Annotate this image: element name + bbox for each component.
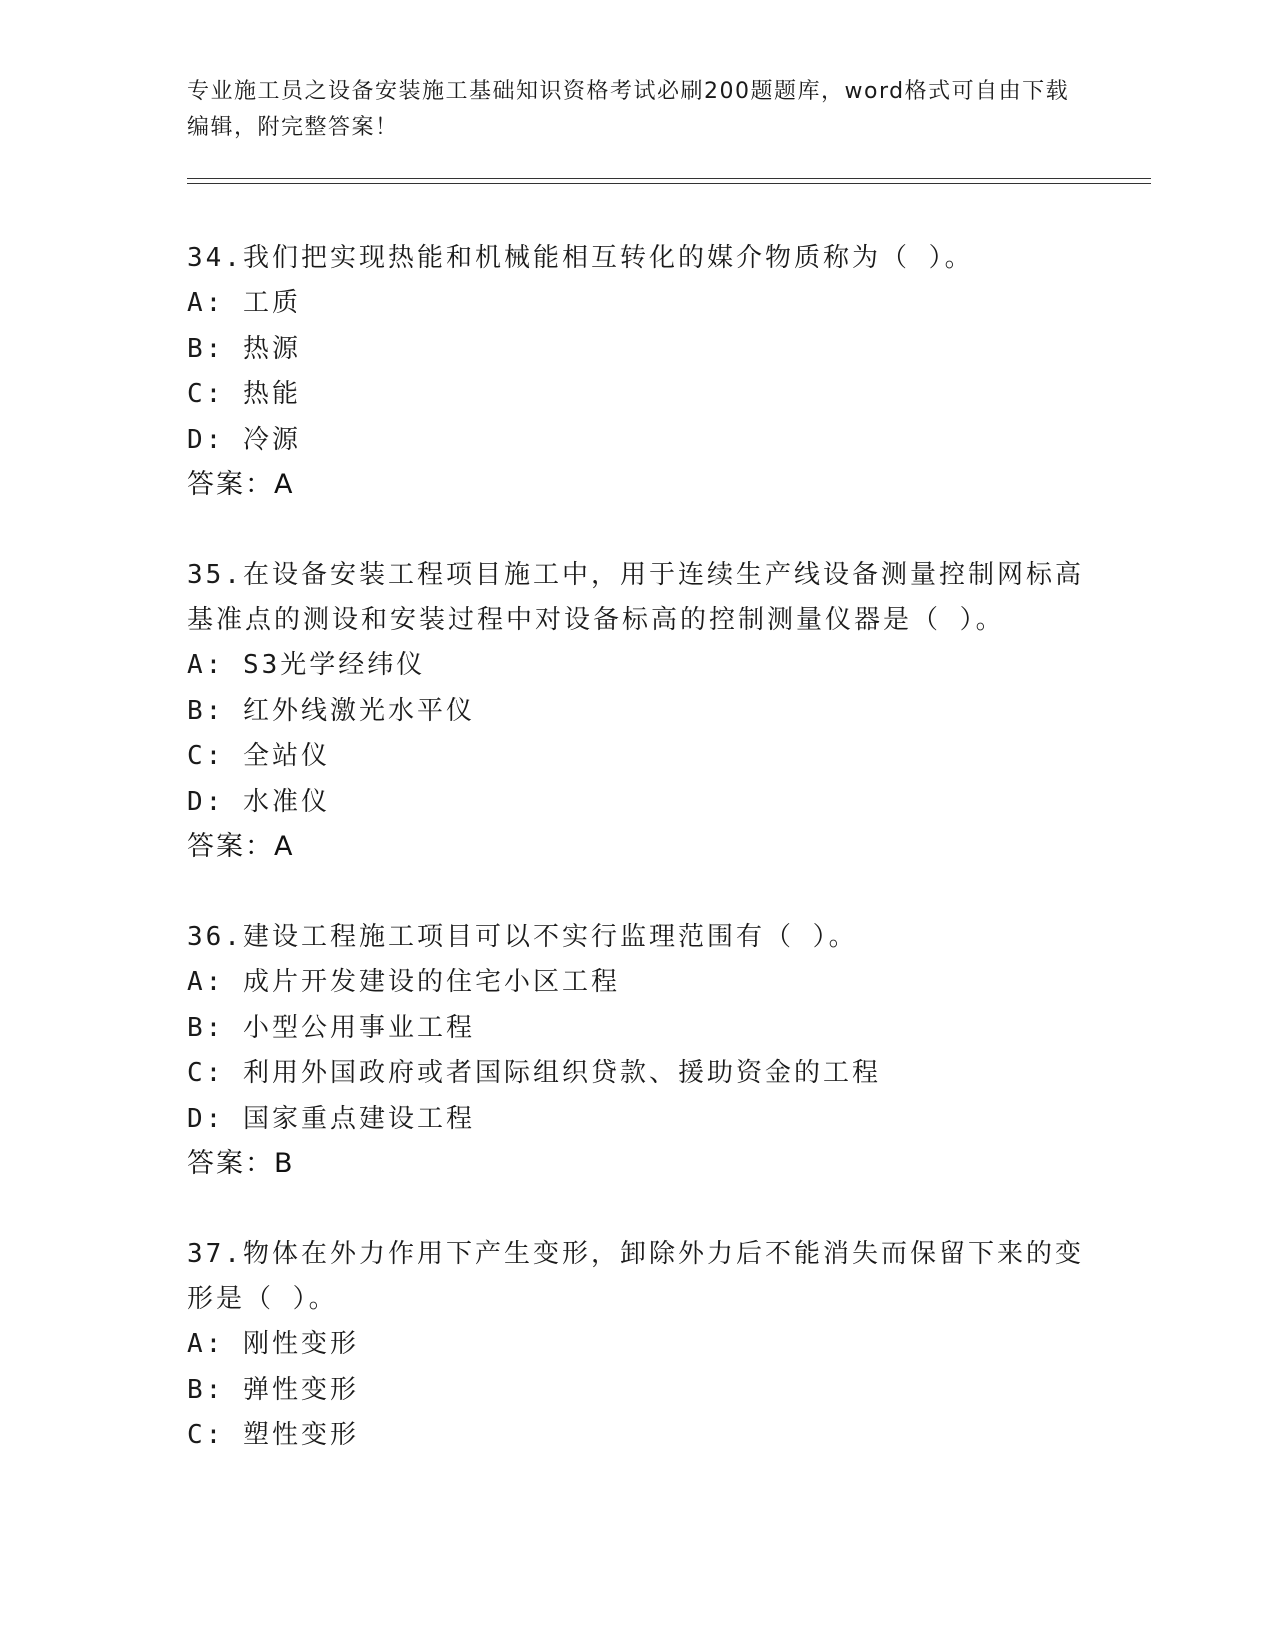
question-36	[187, 915, 1087, 1186]
option-b: B: 小型公用事业工程	[187, 1012, 475, 1043]
answer-line: 答案：A	[187, 831, 295, 862]
question-stem	[187, 553, 1087, 643]
question-text: 我们把实现热能和机械能相互转化的媒介物质称为（ ）。	[242, 243, 974, 273]
option-a: A: S3光学经纬仪	[187, 650, 426, 680]
header-rule-bottom	[187, 183, 1151, 184]
question-text: 建设工程施工项目可以不实行监理范围有（ ）。	[242, 922, 858, 952]
option-d: D: 冷源	[187, 424, 301, 455]
document-header: 专业施工员之设备安装施工基础知识资格考试必刷200题题库，word格式可自由下载编辑，附完整答案！	[187, 79, 1070, 140]
question-stem	[187, 1232, 1087, 1322]
question-text: 物体在外力作用下产生变形，卸除外力后不能消失而保留下来的变形是（ ）。	[187, 1239, 1084, 1314]
option-c: C: 热能	[187, 379, 301, 409]
question-number: 37.	[187, 1239, 243, 1269]
answer-line: 答案：B	[187, 1148, 295, 1179]
question-number: 35.	[187, 560, 243, 590]
option-c: C: 全站仪	[187, 741, 330, 771]
question-stem	[187, 236, 1087, 281]
question-number: 36.	[187, 922, 243, 952]
question-number: 34.	[187, 243, 243, 273]
question-stem	[187, 915, 1087, 960]
option-b: B: 红外线激光水平仪	[187, 695, 475, 726]
question-35	[187, 553, 1087, 869]
option-a: A: 刚性变形	[187, 1329, 359, 1359]
option-a: A: 工质	[187, 288, 301, 318]
question-list	[187, 236, 1087, 1505]
answer-line: 答案：A	[187, 469, 295, 500]
option-c: C: 塑性变形	[187, 1420, 359, 1450]
option-a: A: 成片开发建设的住宅小区工程	[187, 967, 620, 997]
option-c: C: 利用外国政府或者国际组织贷款、援助资金的工程	[187, 1058, 881, 1088]
header-rule-top	[187, 178, 1151, 179]
question-37	[187, 1232, 1087, 1459]
question-34	[187, 236, 1087, 507]
question-text: 在设备安装工程项目施工中，用于连续生产线设备测量控制网标高基准点的测设和安装过程中对设备标高的控制测量仪器是（ ）。	[187, 560, 1084, 635]
option-b: B: 弹性变形	[187, 1374, 359, 1405]
option-d: D: 国家重点建设工程	[187, 1103, 475, 1134]
option-d: D: 水准仪	[187, 786, 330, 817]
option-b: B: 热源	[187, 333, 301, 364]
